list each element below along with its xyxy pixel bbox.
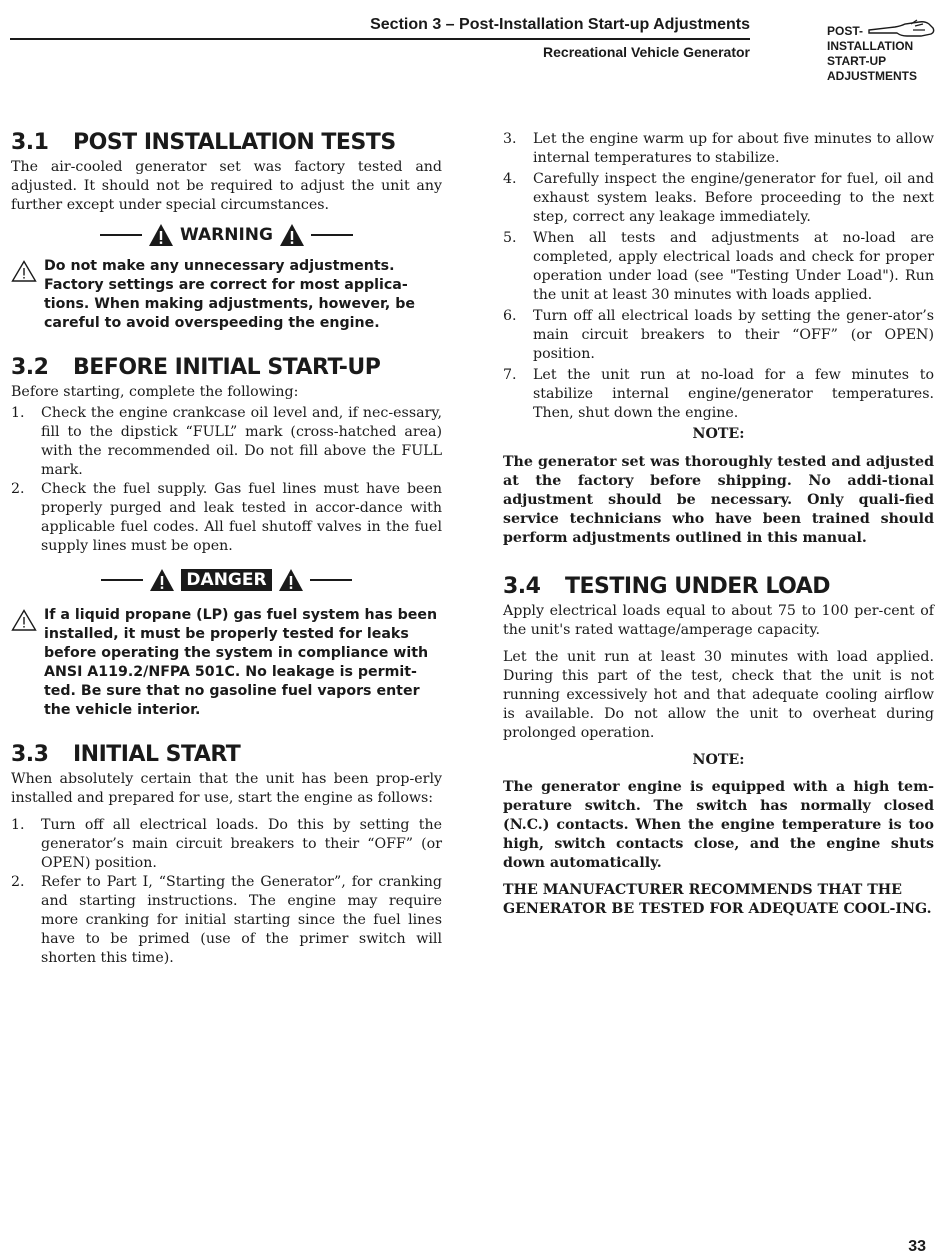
step-number: 4. (503, 171, 517, 187)
section-title: Section 3 – Post-Installation Start-up Adjustments (370, 16, 750, 33)
step-list (11, 816, 442, 968)
list-item (503, 170, 934, 227)
page-number: 33 (908, 1238, 926, 1255)
paragraph: Before starting, complete the following: (11, 384, 299, 400)
step-text: Carefully inspect the engine/generator for fuel, oil and exhaust system leaks. Before proceeding to the next step, correct any leakage immediately. (533, 171, 934, 225)
heading-text: INITIAL START (73, 742, 241, 767)
tab-line: POST- (827, 24, 864, 38)
warning-signal (11, 221, 442, 249)
step-text: Refer to Part I, “Starting the Generator”, for cranking and starting instructions. The engine may require more cranking for initial starting since the fuel lines have to be primed (use of the primer switch will shorten this time). (41, 874, 442, 966)
recommendation-text: THE MANUFACTURER RECOMMENDS THAT THE GENERATOR BE TESTED FOR ADEQUATE COOL-ING. (503, 882, 932, 917)
warning-message (11, 257, 442, 333)
heading-3-3 (11, 740, 442, 770)
signal-rule (310, 579, 352, 581)
heading-3-4 (503, 572, 934, 602)
step-list (503, 130, 934, 423)
list-item (11, 816, 442, 873)
paragraph: Let the unit run at least 30 minutes with load applied. During this part of the test, check that the unit is not running excessively hot and that adequate cooling airflow is available. Do not allow the unit to overheat during prolonged operation. (503, 649, 934, 741)
step-text: Let the unit run at no-load for a few minutes to stabilize internal engine/generator temperatures. Then, shut down the engine. (533, 367, 934, 421)
danger-signal (11, 566, 442, 594)
caution-outline-icon (11, 609, 37, 631)
warning-triangle-icon (279, 223, 305, 247)
tab-line: START-UP (827, 54, 887, 68)
left-column (11, 128, 442, 968)
heading-3-1 (11, 128, 442, 158)
step-text: When all tests and adjustments at no-load are completed, apply electrical loads and check for proper operation under load (see "Testing Under Load"). Run the unit at least 30 minutes with loads applied. (533, 230, 934, 303)
danger-text: If a liquid propane (LP) gas fuel system has been installed, it must be properly tested for leaks before operating the system in compliance with ANSI A119.2/NFPA 501C. No leakage is permit-ted. Be sure that no gasoline fuel vapors enter the vehicle interior. (44, 607, 438, 718)
paragraph: When absolutely certain that the unit has been prop-erly installed and prepared for use, start the engine as follows: (11, 771, 442, 806)
note-text: The generator set was thoroughly tested and adjusted at the factory before shipping. No addi-tional adjustment should be necessary. Only quali-fied service technicians who have been trained should perform adjustments outlined in this manual. (503, 454, 934, 546)
danger-message (11, 606, 442, 720)
step-number: 7. (503, 367, 517, 383)
heading-number: 3.3 (11, 742, 49, 767)
warning-triangle-icon (149, 568, 175, 592)
warning-triangle-icon (148, 223, 174, 247)
tab-line: INSTALLATION (827, 39, 914, 53)
signal-rule (100, 234, 142, 236)
note-title: NOTE: (692, 752, 745, 768)
header-rule (10, 38, 750, 40)
list-item (11, 404, 442, 480)
step-number: 5. (503, 230, 517, 246)
step-text: Turn off all electrical loads by setting the gener-ator’s main circuit breakers to their “OFF” (or OPEN) position. (533, 308, 934, 362)
list-item (503, 366, 934, 423)
heading-number: 3.2 (11, 355, 49, 380)
step-text: Check the engine crankcase oil level and, if nec-essary, fill to the dipstick “FULL” mark (cross-hatched area) with the recommended oil. Do not fill above the FULL mark. (41, 405, 442, 478)
section-tab (827, 24, 917, 84)
signal-rule (101, 579, 143, 581)
step-number: 1. (11, 405, 25, 421)
heading-number: 3.1 (11, 130, 49, 155)
pointing-hand-icon (867, 18, 937, 42)
heading-text: TESTING UNDER LOAD (565, 574, 831, 599)
step-text: Check the fuel supply. Gas fuel lines must have been properly purged and leak tested in accor-dance with applicable fuel codes. All fuel shutoff valves in the fuel supply lines must be open. (41, 481, 442, 554)
heading-3-2 (11, 353, 442, 383)
list-item (11, 873, 442, 968)
step-list (11, 404, 442, 556)
step-text: Turn off all electrical loads. Do this by setting the generator’s main circuit breakers to their “OFF” (or OPEN) position. (41, 817, 442, 871)
heading-text: POST INSTALLATION TESTS (73, 130, 396, 155)
signal-word: DANGER (181, 569, 271, 591)
right-column (503, 130, 934, 919)
step-number: 1. (11, 817, 25, 833)
list-item (503, 229, 934, 305)
note-title: NOTE: (692, 426, 745, 442)
note-text: The generator engine is equipped with a high tem-perature switch. The switch has normally closed (N.C.) contacts. When the engine temperature is too high, switch contacts close, and the engine shuts down automatically. (503, 779, 934, 871)
list-item (11, 480, 442, 556)
tab-line: ADJUSTMENTS (827, 69, 918, 83)
paragraph: The air-cooled generator set was factory tested and adjusted. It should not be required to adjust the unit any further except under special circumstances. (11, 159, 442, 213)
warning-text: Do not make any unnecessary adjustments. Factory settings are correct for most applica-tions. When making adjustments, however, be careful to avoid overspeeding the engine. (44, 258, 415, 331)
list-item (503, 307, 934, 364)
heading-text: BEFORE INITIAL START-UP (73, 355, 381, 380)
heading-number: 3.4 (503, 574, 541, 599)
step-number: 2. (11, 874, 25, 890)
step-number: 3. (503, 131, 517, 147)
step-number: 2. (11, 481, 25, 497)
paragraph: Apply electrical loads equal to about 75 to 100 per-cent of the unit's rated wattage/amperage capacity. (503, 603, 934, 638)
step-number: 6. (503, 308, 517, 324)
warning-triangle-icon (278, 568, 304, 592)
signal-word: WARNING (180, 225, 273, 245)
caution-outline-icon (11, 260, 37, 282)
signal-rule (311, 234, 353, 236)
step-text: Let the engine warm up for about five minutes to allow internal temperatures to stabilize. (533, 131, 934, 166)
document-subtitle: Recreational Vehicle Generator (543, 44, 750, 60)
list-item (503, 130, 934, 168)
